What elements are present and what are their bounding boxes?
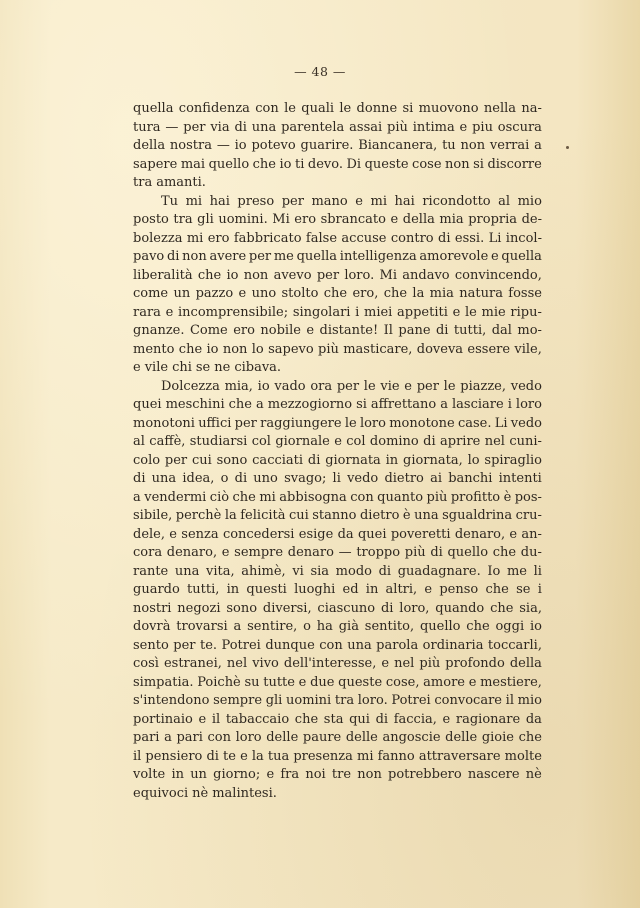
text-line: al caffè, studiarsi col giornale e col domino di aprire nel cuni-	[133, 434, 542, 449]
text-line: posto tra gli uomini. Mi ero sbrancato e della mia propria de-	[133, 212, 542, 227]
body-text	[133, 100, 542, 803]
text-line: volte in un giorno; e fra noi tre non potrebbero nascere nè	[133, 767, 542, 782]
text-line: nostri negozi sono diversi, ciascuno di loro, quando che sia,	[133, 600, 542, 616]
text-line: rante una vita, ahimè, vi sia modo di guadagnare. Io me li	[133, 563, 542, 579]
text-line: sapere mai quello che io ti devo. Di queste cose non si discorre	[133, 156, 542, 172]
page-number: — 48 —	[294, 64, 346, 79]
text-line: quella confidenza con le quali le donne si muovono nella na-	[133, 101, 542, 116]
ink-speck	[566, 146, 569, 149]
text-line: rara e incomprensibile; singolari i miei appetiti e le mie ripu-	[133, 304, 542, 320]
text-line: della nostra — io potevo guarire. Biancanera, tu non verrai a	[133, 138, 542, 153]
text-line: cora denaro, e sempre denaro — troppo più di quello che du-	[133, 545, 542, 560]
text-line: di una idea, o di uno svago; li vedo dietro ai banchi intenti	[133, 471, 542, 486]
text-line: sibile, perchè la felicità cui stanno dietro è una sgualdrina cru-	[133, 508, 542, 523]
text-line: dovrà trovarsi a sentire, o ha già sentito, quello che oggi io	[133, 619, 542, 634]
text-line: guardo tutti, in questi luoghi ed in altri, e penso che se i	[133, 582, 542, 597]
text-line: bolezza mi ero fabbricato false accuse contro di essi. Li incol-	[133, 230, 542, 246]
text-line: colo per cui sono cacciati di giornata in giornata, lo spiraglio	[133, 452, 542, 468]
text-line: simpatia. Poichè su tutte e due queste cose, amore e mestiere,	[133, 674, 542, 690]
text-line: sento per te. Potrei dunque con una parola ordinaria toccarli,	[133, 637, 542, 653]
text-line: mento che io non lo sapevo più masticare, doveva essere vile,	[133, 341, 542, 357]
text-line: equivoci nè malintesi.	[133, 785, 277, 801]
text-line: pavo di non avere per me quella intelligenza amorevole e quella	[133, 249, 542, 264]
text-line: s'intendono sempre gli uomini tra loro. Potrei convocare il mio	[133, 693, 542, 708]
text-line: monotoni uffici per raggiungere le loro monotone case. Li vedo	[133, 415, 542, 431]
text-line: tra amanti.	[133, 175, 206, 190]
text-line: gnanze. Come ero nobile e distante! Il pane di tutti, dal mo-	[133, 323, 542, 338]
text-line: pari a pari con loro delle paure delle angoscie delle gioie che	[133, 730, 542, 745]
text-line: come un pazzo e uno stolto che ero, che la mia natura fosse	[133, 286, 542, 301]
text-line: dele, e senza concedersi esige da quei poveretti denaro, e an-	[133, 526, 542, 542]
text-line: portinaio e il tabaccaio che sta qui di faccia, e ragionare da	[133, 711, 542, 727]
text-line: il pensiero di te e la tua presenza mi fanno attraversare molte	[133, 748, 542, 764]
text-line: e vile chi se ne cibava.	[133, 360, 282, 375]
text-line: tura — per via di una parentela assai più intima e piu oscura	[133, 119, 542, 135]
text-line: Tu mi hai preso per mano e mi hai ricondotto al mio	[161, 193, 542, 209]
text-line: così estranei, nel vivo dell'interesse, e nel più profondo della	[133, 656, 542, 671]
text-line: a vendermi ciò che mi abbisogna con quanto più profitto è pos-	[133, 489, 542, 505]
text-line: liberalità che io non avevo per loro. Mi andavo convincendo,	[133, 267, 542, 283]
text-line: quei meschini che a mezzogiorno si affrettano a lasciare i loro	[133, 397, 542, 412]
text-line: Dolcezza mia, io vado ora per le vie e per le piazze, vedo	[161, 378, 542, 394]
